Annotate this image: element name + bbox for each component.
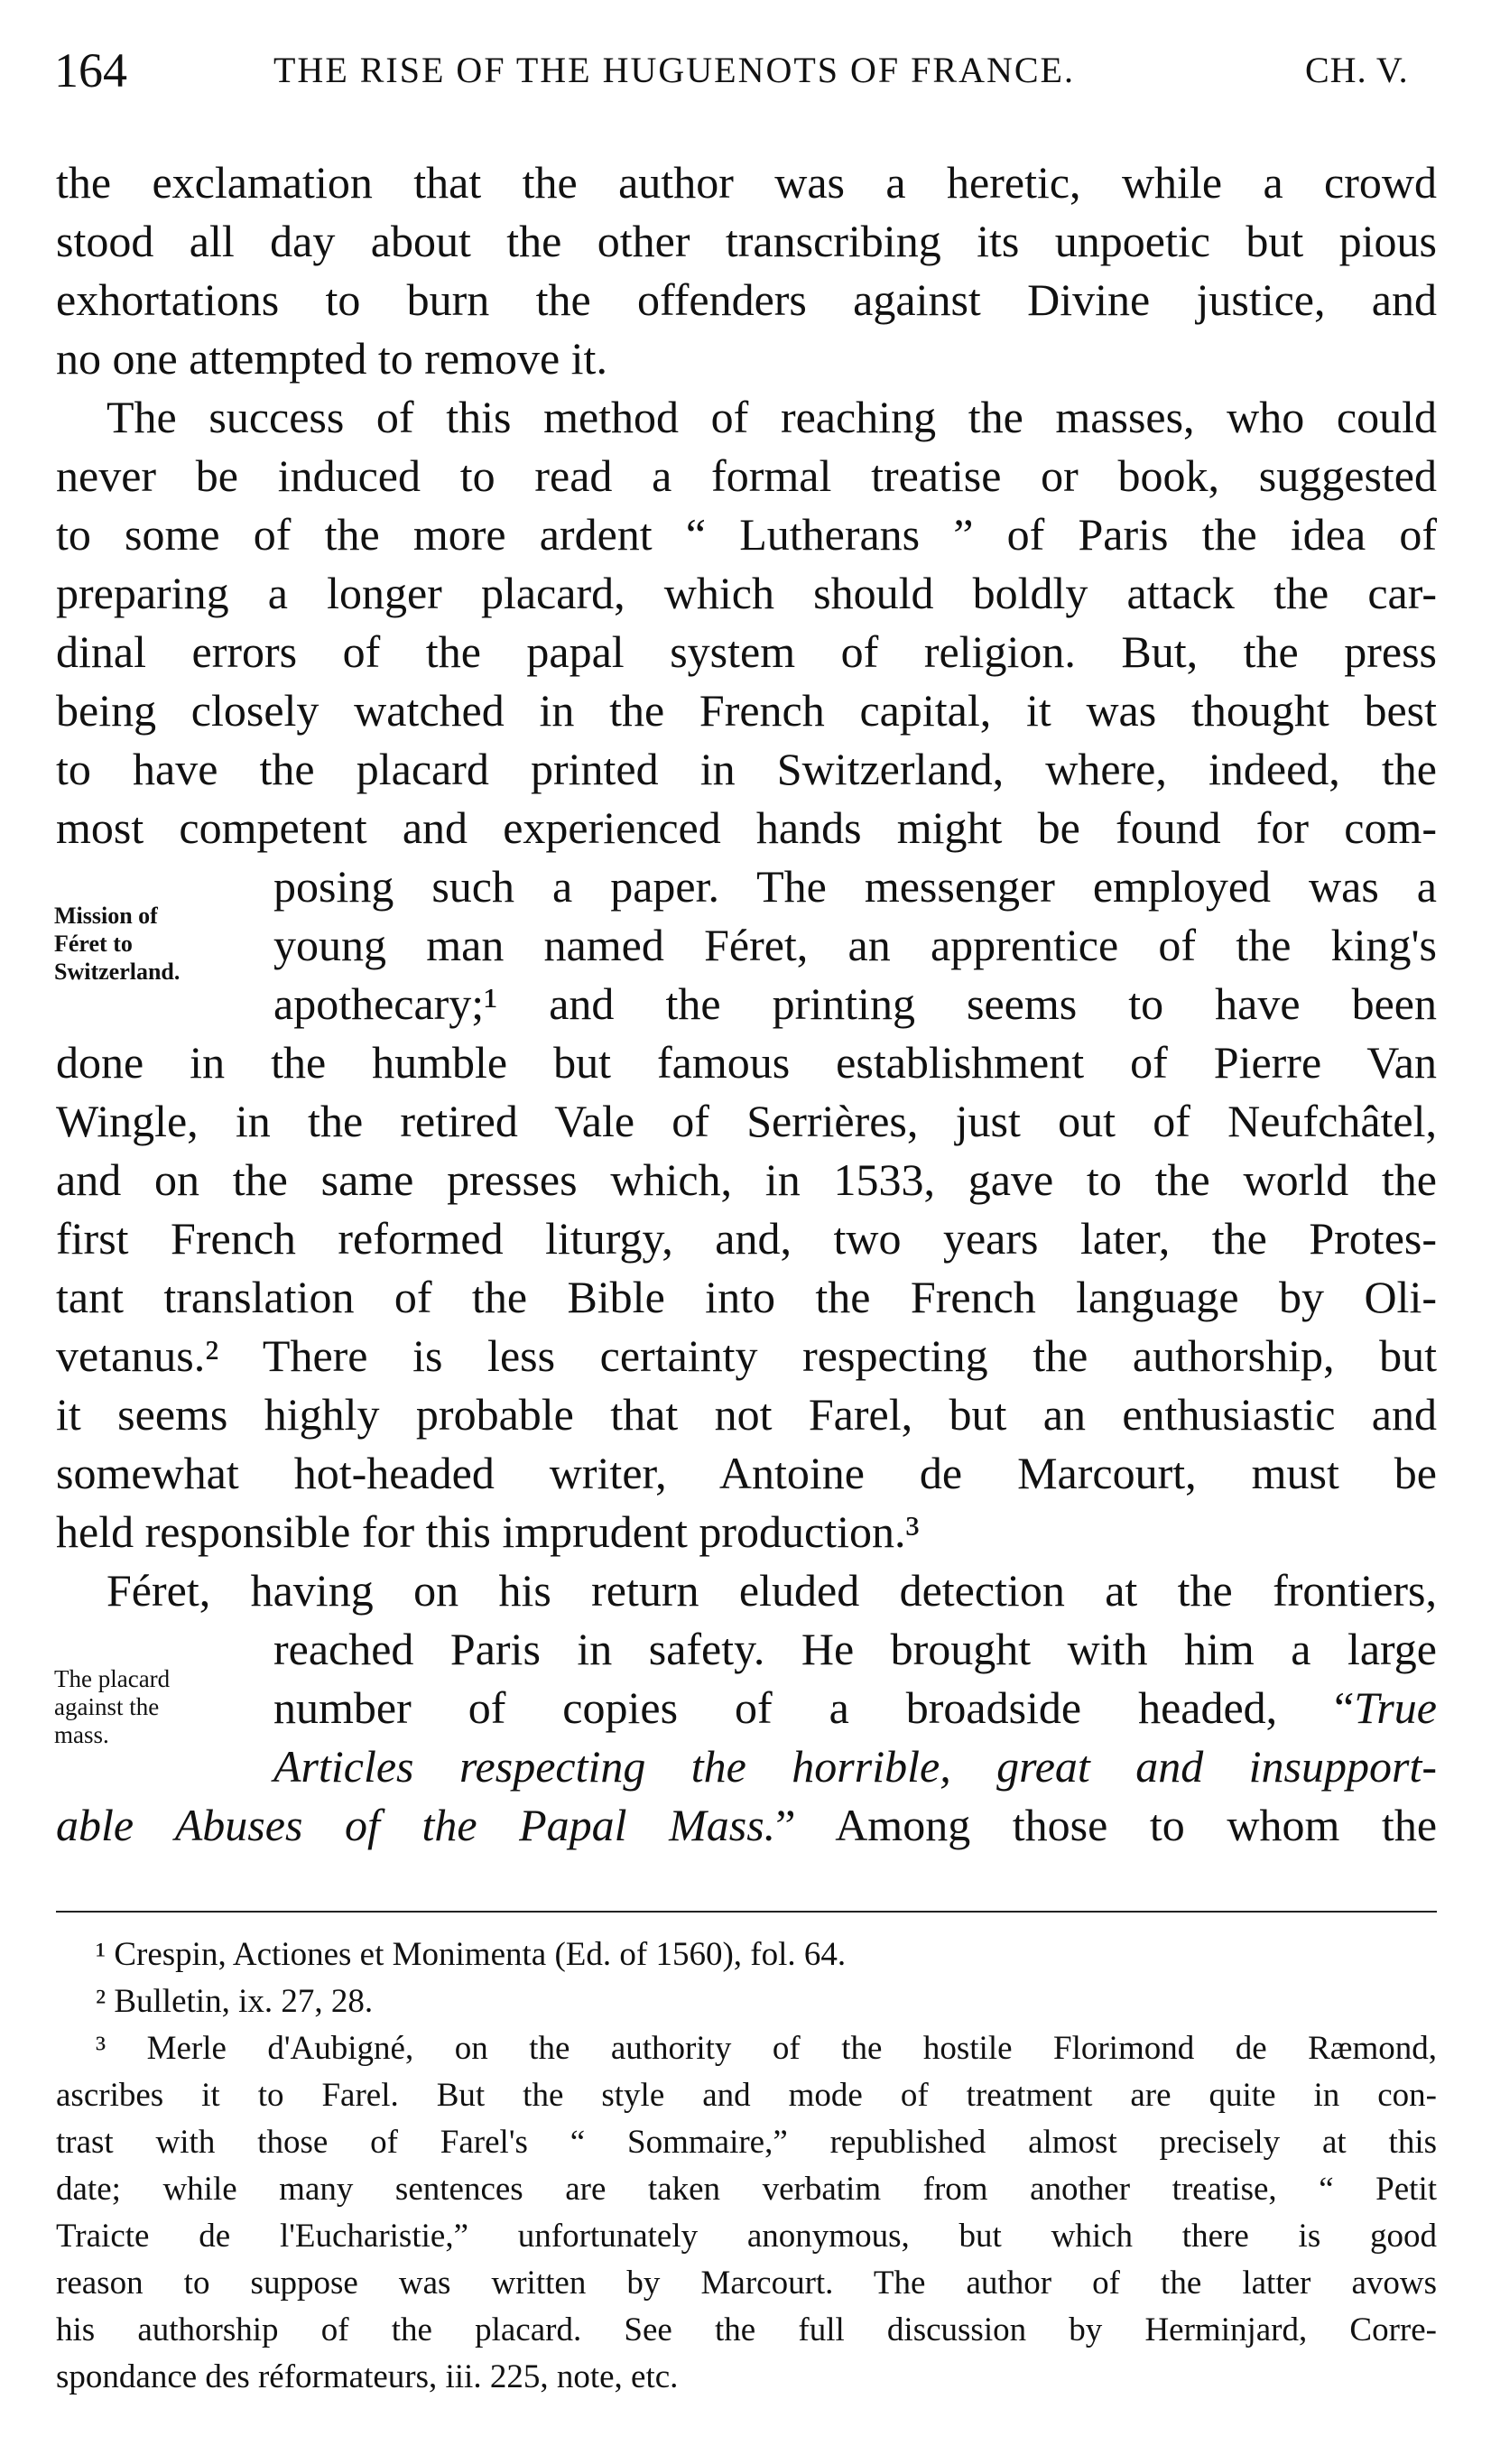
body-line: Féret, having on his return eluded detection at the frontiers, [106, 1565, 1437, 1616]
body-line: apothecary;¹ and the printing seems to have been [273, 978, 1437, 1029]
broadside-title-italic: able Abuses of the Papal Mass. [56, 1800, 776, 1850]
footnote-rule [56, 1911, 1437, 1913]
footnote-line: spondance des réformateurs, iii. 225, note, etc. [56, 2358, 679, 2395]
body-text: ” Among those to whom the [775, 1800, 1438, 1850]
footnote-line: Traicte de l'Eucharistie,” unfortunately anonymous, but which there is good [56, 2218, 1437, 2255]
sidenote-placard-line: against the [54, 1693, 160, 1720]
footnote-line: ³ Merle d'Aubigné, on the authority of the hostile Florimond de Ræmond, [96, 2030, 1437, 2067]
body-line: most competent and experienced hands might be found for com- [56, 802, 1437, 853]
footnote-line: reason to suppose was written by Marcourt. The author of the latter avows [56, 2265, 1437, 2302]
body-line: vetanus.² There is less certainty respecting the authorship, but [56, 1330, 1437, 1381]
body-line: and on the same presses which, in 1533, gave to the world the [56, 1154, 1437, 1205]
body-line: it seems highly probable that not Farel, but an enthusiastic and [56, 1389, 1437, 1440]
body-line: The success of this method of reaching the masses, who could [106, 392, 1437, 442]
body-line: being closely watched in the French capital, it was thought best [56, 685, 1437, 736]
body-line: dinal errors of the papal system of religion. But, the press [56, 626, 1437, 677]
footnote-line: date; while many sentences are taken verbatim from another treatise, “ Petit [56, 2171, 1437, 2208]
body-line: tant translation of the Bible into the French language by Oli- [56, 1272, 1437, 1322]
body-line: stood all day about the other transcribing its unpoetic but pious [56, 216, 1437, 266]
body-line: no one attempted to remove it. [56, 333, 607, 384]
body-line: exhortations to burn the offenders against Divine justice, and [56, 274, 1437, 325]
body-line: held responsible for this imprudent production.³ [56, 1506, 920, 1557]
footnote-line: ascribes it to Farel. But the style and mode of treatment are quite in con- [56, 2077, 1437, 2114]
sidenote-mission-line: Switzerland. [54, 959, 181, 985]
body-line: Articles respecting the horrible, great and insupport- [273, 1741, 1437, 1792]
footnote-line: his authorship of the placard. See the full discussion by Herminjard, Corre- [56, 2311, 1437, 2348]
broadside-title-italic: True [1354, 1682, 1437, 1733]
body-line: to some of the more ardent “ Lutherans ” of Paris the idea of [56, 509, 1437, 560]
running-title: THE RISE OF THE HUGUENOTS OF FRANCE. [273, 50, 1075, 90]
footnote-line: ² Bulletin, ix. 27, 28. [96, 1983, 374, 2020]
sidenote-placard-line: The placard [54, 1665, 171, 1692]
footnote-line: trast with those of Farel's “ Sommaire,” republished almost precisely at this [56, 2124, 1437, 2161]
body-line: reached Paris in safety. He brought with him a large [273, 1624, 1437, 1674]
body-line [56, 1796, 1437, 1854]
body-line: Wingle, in the retired Vale of Serrières, just out of Neufchâtel, [56, 1096, 1437, 1146]
body-text: number of copies of a broadside headed, “ [273, 1682, 1355, 1733]
body-line: to have the placard printed in Switzerland, where, indeed, the [56, 744, 1437, 794]
sidenote-mission-line: Mission of [54, 903, 158, 929]
body-line: posing such a paper. The messenger employed was a [273, 861, 1437, 912]
body-line: done in the humble but famous establishment of Pierre Van [56, 1037, 1437, 1088]
page-number: 164 [54, 43, 127, 97]
chapter-label: CH. V. [1305, 50, 1409, 90]
body-line: never be induced to read a formal treatise or book, suggested [56, 450, 1437, 501]
body-line: young man named Féret, an apprentice of the king's [273, 920, 1437, 970]
sidenote-placard-line: mass. [54, 1721, 109, 1748]
footnote-line: ¹ Crespin, Actiones et Monimenta (Ed. of 1560), fol. 64. [96, 1936, 847, 1973]
body-line: the exclamation that the author was a heretic, while a crowd [56, 157, 1437, 208]
body-line: first French reformed liturgy, and, two years later, the Protes- [56, 1213, 1437, 1264]
sidenote-mission-line: Féret to [54, 931, 133, 957]
body-line [273, 1679, 1437, 1737]
body-line: preparing a longer placard, which should boldly attack the car- [56, 568, 1437, 618]
body-line: somewhat hot-headed writer, Antoine de Marcourt, must be [56, 1448, 1437, 1498]
